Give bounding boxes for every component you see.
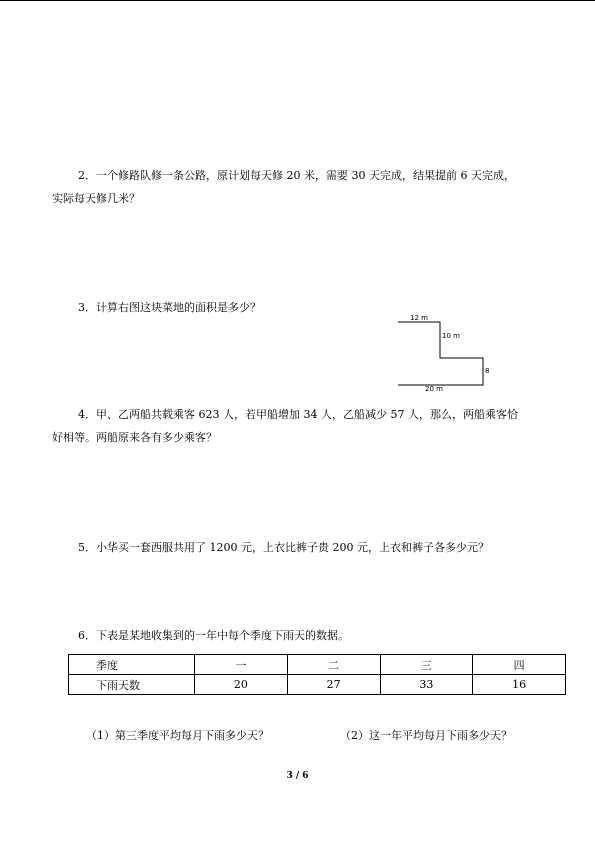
table-header-label: 季度 — [69, 655, 195, 675]
question-5 — [52, 536, 552, 559]
question-4-line2: 好相等。两船原来各有多少乘客？ — [52, 431, 217, 444]
figure-right-label: 8 — [485, 367, 490, 375]
question-2-line1: 2．一个修路队修一条公路，原计划每天修 20 米，需要 30 天完成，结果提前 6 天完成， — [78, 169, 515, 182]
table-cell: 27 — [287, 675, 380, 695]
table-header-cell: 三 — [380, 655, 473, 675]
question-6 — [52, 624, 552, 647]
question-2 — [52, 164, 552, 210]
table-header-cell: 二 — [287, 655, 380, 675]
table-row-label: 下雨天数 — [69, 675, 195, 695]
question-4 — [52, 403, 552, 449]
question-6-sub1: （1）第三季度平均每月下雨多少天？ — [86, 729, 269, 742]
question-2-line2: 实际每天修几米？ — [52, 192, 140, 205]
table-cell: 20 — [195, 675, 288, 695]
top-rule — [0, 0, 595, 1]
figure-bottom-label: 20 m — [425, 385, 443, 392]
figure-mid-label: 10 m — [442, 332, 460, 340]
figure-top-label: 12 m — [410, 314, 428, 322]
page-number: 3 / 6 — [286, 771, 309, 781]
table-header-cell: 四 — [473, 655, 566, 675]
table-row — [69, 655, 566, 675]
question-3-text: 3．计算右图这块菜地的面积是多少？ — [78, 301, 261, 314]
table-row — [69, 675, 566, 695]
vegetable-plot-figure — [392, 310, 497, 392]
question-4-line1: 4．甲、乙两船共载乘客 623 人，若甲船增加 34 人，乙船减少 57 人，那么，两船乘客恰 — [78, 408, 518, 421]
table-header-cell: 一 — [195, 655, 288, 675]
plot-outline — [398, 322, 483, 385]
rain-days-table — [68, 654, 566, 695]
question-5-text: 5．小华买一套西服共用了 1200 元，上衣比裤子贵 200 元，上衣和裤子各多少元？ — [78, 541, 489, 554]
table-cell: 16 — [473, 675, 566, 695]
question-6-sub2: （2）这一年平均每月下雨多少天？ — [340, 729, 512, 742]
table-cell: 33 — [380, 675, 473, 695]
question-6-text: 6．下表是某地收集到的一年中每个季度下雨天的数据。 — [78, 629, 349, 642]
